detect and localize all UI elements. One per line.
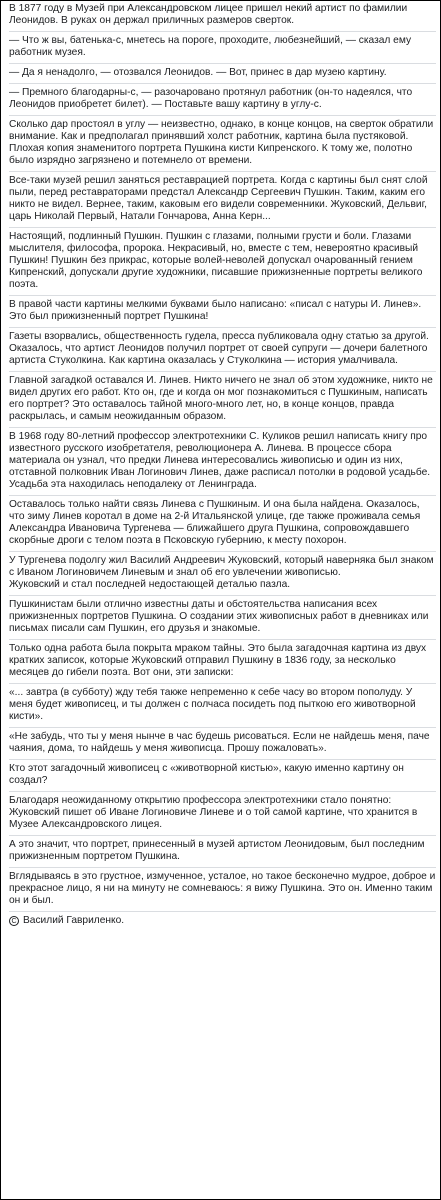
article-paragraph: Газеты взорвались, общественность гудела, пресса публиковала одну статью за другой. Оказалось, что артист Леонидов получил портрет от своей супруги — дочери балетного артиста Стуколкина. Как картина оказалась у Стуколкина — история умалчивала. bbox=[9, 327, 436, 371]
article-paragraph: В 1877 году в Музей при Александровском лицее пришел некий артист по фамилии Леонидов. В руках он держал приличных размеров сверток. bbox=[9, 3, 408, 26]
author-name: Василий Гавриленко. bbox=[23, 915, 125, 926]
article-paragraph: «... завтра (в субботу) жду тебя также непременно к себе часу во втором пополуду. У меня будет живописец, и ты должен с полчаса посидеть под пыткою его животворной кисти». bbox=[9, 683, 436, 727]
article-paragraph: У Тургенева подолгу жил Василий Андреевич Жуковский, который наверняка был знаком с Иваном Логиновичем Линевым и знал об его увлечении живописью. Жуковский и стал последней недостающей деталью пазла. bbox=[9, 551, 436, 595]
copyright-icon: C bbox=[9, 916, 19, 926]
article-paragraph: Все-таки музей решил заняться реставрацией портрета. Когда с картины был снят слой пыли, перед реставраторами предстал Александр Сергеевич Пушкин. Таким, каким его никто не видел. Вернее, таким, каковым его видели современники. Жуковский, Дельвиг, царь Николай Первый, Натали Гончарова, Анна Керн... bbox=[9, 171, 436, 227]
article-paragraph: Главной загадкой оставался И. Линев. Никто ничего не знал об этом художнике, никто не видел других его работ. Кто он, где и когда он мог познакомиться с Пушкиным, написать его портрет? Это оставалось тайной много-много лет, но, в конце концов, правда раскрылась, и самым неожиданным образом. bbox=[9, 371, 436, 427]
article-paragraph: В правой части картины мелкими буквами было написано: «писал с натуры И. Линев». Это был прижизненный портрет Пушкина! bbox=[9, 295, 436, 327]
article-body bbox=[9, 1, 436, 911]
article-paragraph: Оставалось только найти связь Линева с Пушкиным. И она была найдена. Оказалось, что зиму Линев коротал в доме на 2-й Итальянской улице, где также проживала семья Александра Ивановича Тургенева — ближайшего друга Пушкина, сопровождавшего скорбные дроги с телом поэта в Псковскую губернию, к месту похорон. bbox=[9, 495, 436, 551]
article-paragraph: Вглядываясь в это грустное, измученное, усталое, но такое бесконечно мудрое, доброе и прекрасное лицо, я ни на минуту не сомневаюсь: я вижу Пушкина. Это он. Именно таким он и был. bbox=[9, 867, 436, 911]
article-paragraph: — Что ж вы, батенька-с, мнетесь на пороге, проходите, любезнейший, — сказал ему работник музея. bbox=[9, 31, 436, 63]
article-paragraph: Пушкинистам были отлично известны даты и обстоятельства написания всех прижизненных портретов Пушкина. О создании этих живописных работ в дневниках или письмах писали сам Пушкин, его друзья и знакомые. bbox=[9, 595, 436, 639]
article-paragraph: Кто этот загадочный живописец с «животворной кистью», какую именно картину он создал? bbox=[9, 759, 436, 791]
article-signature bbox=[9, 911, 436, 927]
article-paragraph: — Да я ненадолго, — отозвался Леонидов. — Вот, принес в дар музею картину. bbox=[9, 63, 436, 83]
article-paragraph: А это значит, что портрет, принесенный в музей артистом Леонидовым, был последним прижизненным портретом Пушкина. bbox=[9, 835, 436, 867]
article-paragraph: Сколько дар простоял в углу — неизвестно, однако, в конце концов, на сверток обратили внимание. Как и предполагал принявший холст работник, картина была пустяковой. Плохая копия знаменитого портрета Пушкина кисти Кипренского. К тому же, полотно было изрядно загрязнено и потемнело от времени. bbox=[9, 115, 436, 171]
article-paragraph: «Не забудь, что ты у меня нынче в час будешь рисоваться. Если не найдешь меня, паче чаяния, дома, то найдешь у меня живописца. Прошу пожаловать». bbox=[9, 727, 436, 759]
article-paragraph: — Премного благодарны-с, — разочаровано протянул работник (он-то надеялся, что Леонидов приобретет билет). — Поставьте вашу картину в углу-с. bbox=[9, 83, 436, 115]
article-paragraph: Только одна работа была покрыта мраком тайны. Это была загадочная картина из двух кратких записок, которые Жуковский отправил Пушкину в 1836 году, за несколько месяцев до гибели поэта. Вот они, эти записки: bbox=[9, 639, 436, 683]
article-paragraph: В 1968 году 80-летний профессор электротехники С. Куликов решил написать книгу про известного русского изобретателя, революционера А. Линева. В процессе сбора материала он узнал, что предки Линева интересовались живописью и один из них, отставной полковник Иван Логинович Линев, даже расписал потолки в родовой усадьбе. Усадьба эта находилась неподалеку от Ленинграда. bbox=[9, 427, 436, 495]
article-paragraph: Благодаря неожиданному открытию профессора электротехники стало понятно: Жуковский пишет об Иване Логиновиче Линеве и о той самой картине, что хранится в Музее Александровского лицея. bbox=[9, 791, 436, 835]
article-paragraph: Настоящий, подлинный Пушкин. Пушкин с глазами, полными грусти и боли. Глазами мыслителя, философа, пророка. Некрасивый, но, вместе с тем, невероятно красивый Пушкин! Пушкин без прикрас, которые волей-неволей допускал очарованный гением Кипренский, допускали другие художники, писавшие прижизненные портреты великого поэта. bbox=[9, 227, 436, 295]
